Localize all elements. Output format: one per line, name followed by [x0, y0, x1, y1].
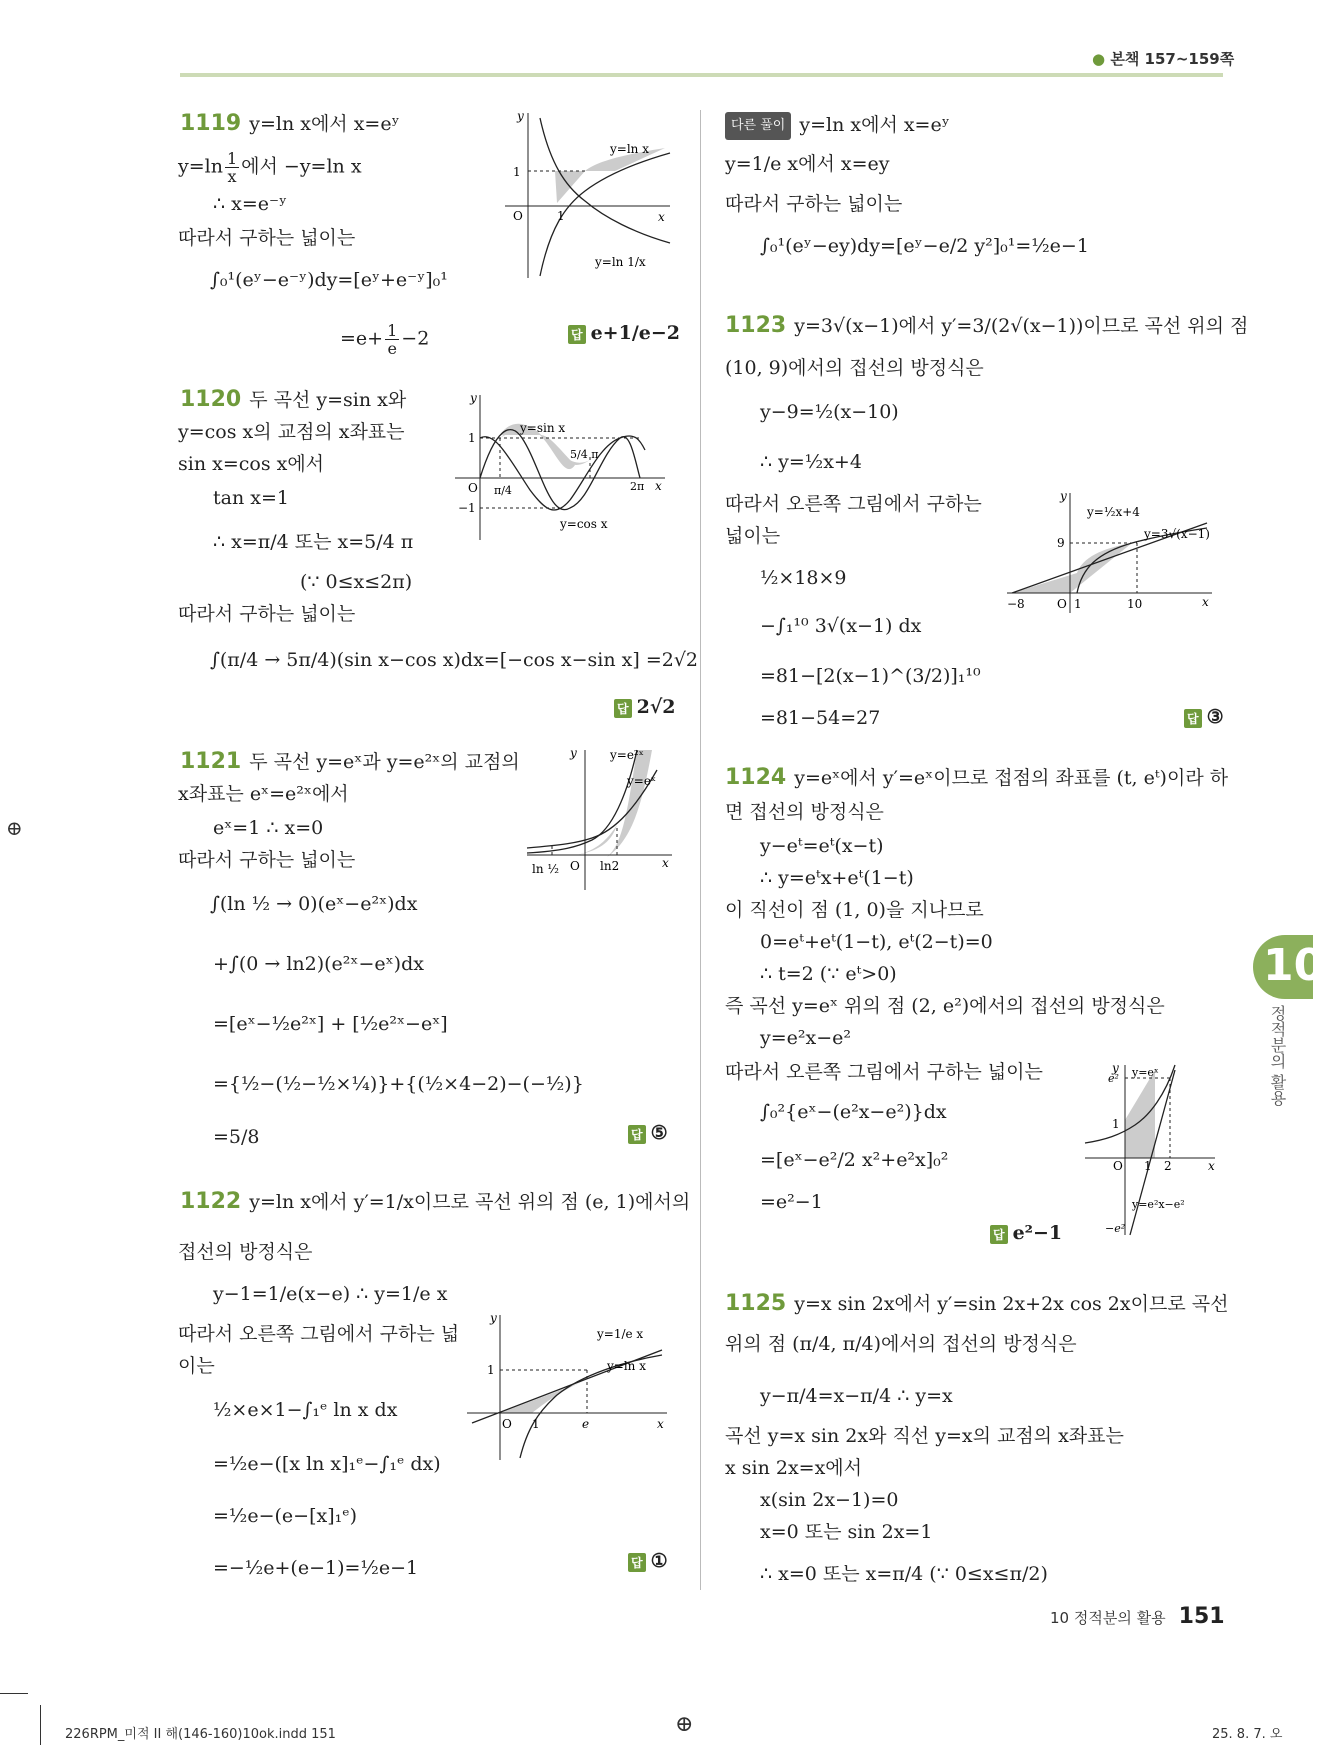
chapter-title-vertical: 정적분의 활용	[1268, 1005, 1287, 1107]
svg-text:y=sin x: y=sin x	[520, 421, 566, 435]
svg-text:y=ln x: y=ln x	[607, 1359, 646, 1373]
svg-text:e: e	[582, 1417, 590, 1431]
svg-text:x: x	[655, 479, 662, 493]
svg-text:1: 1	[1112, 1117, 1120, 1131]
answer-1120: 답 2√2	[614, 696, 676, 718]
svg-text:1: 1	[513, 165, 521, 179]
problem-number: 1121	[180, 749, 242, 774]
svg-text:x: x	[657, 1417, 664, 1431]
registration-mark-icon: ⊕	[6, 816, 23, 840]
column-divider	[700, 110, 701, 1590]
graph-1119	[495, 108, 675, 283]
svg-text:−e²: −e²	[1105, 1222, 1126, 1235]
svg-text:ln ½: ln ½	[532, 862, 560, 876]
svg-text:x: x	[1202, 595, 1209, 609]
svg-text:e²: e²	[1108, 1072, 1119, 1085]
crop-mark	[40, 1705, 41, 1745]
graph-1124	[1080, 1060, 1220, 1240]
svg-text:ln2: ln2	[600, 859, 620, 873]
svg-text:x: x	[1208, 1159, 1215, 1173]
svg-text:y=e²ˣ: y=e²ˣ	[610, 748, 644, 762]
print-file-info: 226RPM_미적 II 해(146-160)10ok.indd 151	[65, 1727, 336, 1742]
book-ref: ● 본책 157~159쪽	[1092, 50, 1235, 68]
svg-text:9: 9	[1057, 536, 1065, 550]
svg-text:y=ln 1/x: y=ln 1/x	[595, 255, 646, 269]
svg-text:2π: 2π	[630, 480, 645, 493]
svg-text:y=1/e x: y=1/e x	[597, 1327, 644, 1341]
svg-text:y=eˣ: y=eˣ	[627, 774, 657, 788]
bullet-icon: ●	[1092, 50, 1106, 68]
svg-text:y: y	[570, 746, 577, 760]
svg-text:−8: −8	[1007, 597, 1025, 611]
svg-text:2: 2	[1164, 1159, 1172, 1173]
svg-text:y=eˣ: y=eˣ	[1132, 1066, 1159, 1079]
svg-text:y: y	[517, 109, 524, 123]
graph-1120	[450, 390, 675, 550]
graph-1122	[462, 1310, 672, 1465]
svg-text:−1: −1	[458, 501, 476, 515]
crop-mark	[0, 1693, 28, 1694]
svg-text:π/4: π/4	[494, 484, 512, 497]
answer-1124: 답 e²−1	[990, 1222, 1062, 1244]
svg-text:1: 1	[468, 431, 476, 445]
page-number: 151	[1178, 1604, 1225, 1629]
svg-text:y: y	[1112, 1061, 1119, 1075]
svg-text:y: y	[490, 1311, 497, 1325]
answer-1119: 답 e+1/e−2	[568, 322, 680, 344]
answer-1121: 답 ⑤	[628, 1122, 668, 1144]
header-rule	[180, 73, 1223, 77]
answer-1122: 답 ①	[628, 1550, 668, 1572]
svg-text:O: O	[468, 481, 478, 495]
graph-1121	[522, 745, 677, 895]
problem-number: 1122	[180, 1189, 242, 1214]
svg-text:y=cos x: y=cos x	[560, 517, 608, 531]
svg-text:5/4 π: 5/4 π	[570, 448, 599, 461]
chapter-number: 10	[1263, 940, 1324, 991]
svg-text:1: 1	[1074, 597, 1082, 611]
svg-text:O: O	[570, 859, 580, 873]
svg-text:O: O	[502, 1417, 512, 1431]
problem-number: 1125	[725, 1291, 787, 1316]
registration-mark-icon: ⊕	[675, 1712, 694, 1737]
svg-text:y=½x+4: y=½x+4	[1087, 505, 1140, 519]
svg-text:O: O	[1113, 1159, 1123, 1173]
svg-text:x: x	[658, 210, 665, 224]
svg-text:y=ln x: y=ln x	[610, 142, 649, 156]
svg-text:y=e²x−e²: y=e²x−e²	[1132, 1198, 1185, 1211]
problem-number: 1124	[725, 765, 787, 790]
page-footer: 10 정적분의 활용 151	[1050, 1604, 1225, 1629]
svg-text:1: 1	[532, 1417, 540, 1431]
svg-text:1: 1	[487, 1363, 495, 1377]
svg-text:y=3√(x−1): y=3√(x−1)	[1144, 527, 1210, 541]
problem-number: 1123	[725, 313, 787, 338]
answer-1123: 답 ③	[1184, 706, 1224, 728]
problem-number: 1120	[180, 387, 242, 412]
svg-text:y: y	[470, 391, 477, 405]
graph-1123	[1002, 488, 1217, 618]
svg-text:O: O	[513, 209, 523, 223]
svg-text:y: y	[1060, 489, 1067, 503]
alt-solution-tag: 다른 풀이	[725, 112, 791, 140]
print-date: 25. 8. 7. 오	[1212, 1727, 1283, 1742]
svg-text:10: 10	[1127, 597, 1143, 611]
svg-text:1: 1	[1144, 1159, 1152, 1173]
svg-text:1: 1	[557, 209, 565, 223]
problem-number: 1119	[180, 111, 242, 136]
svg-text:x: x	[662, 856, 669, 870]
svg-text:O: O	[1057, 597, 1067, 611]
